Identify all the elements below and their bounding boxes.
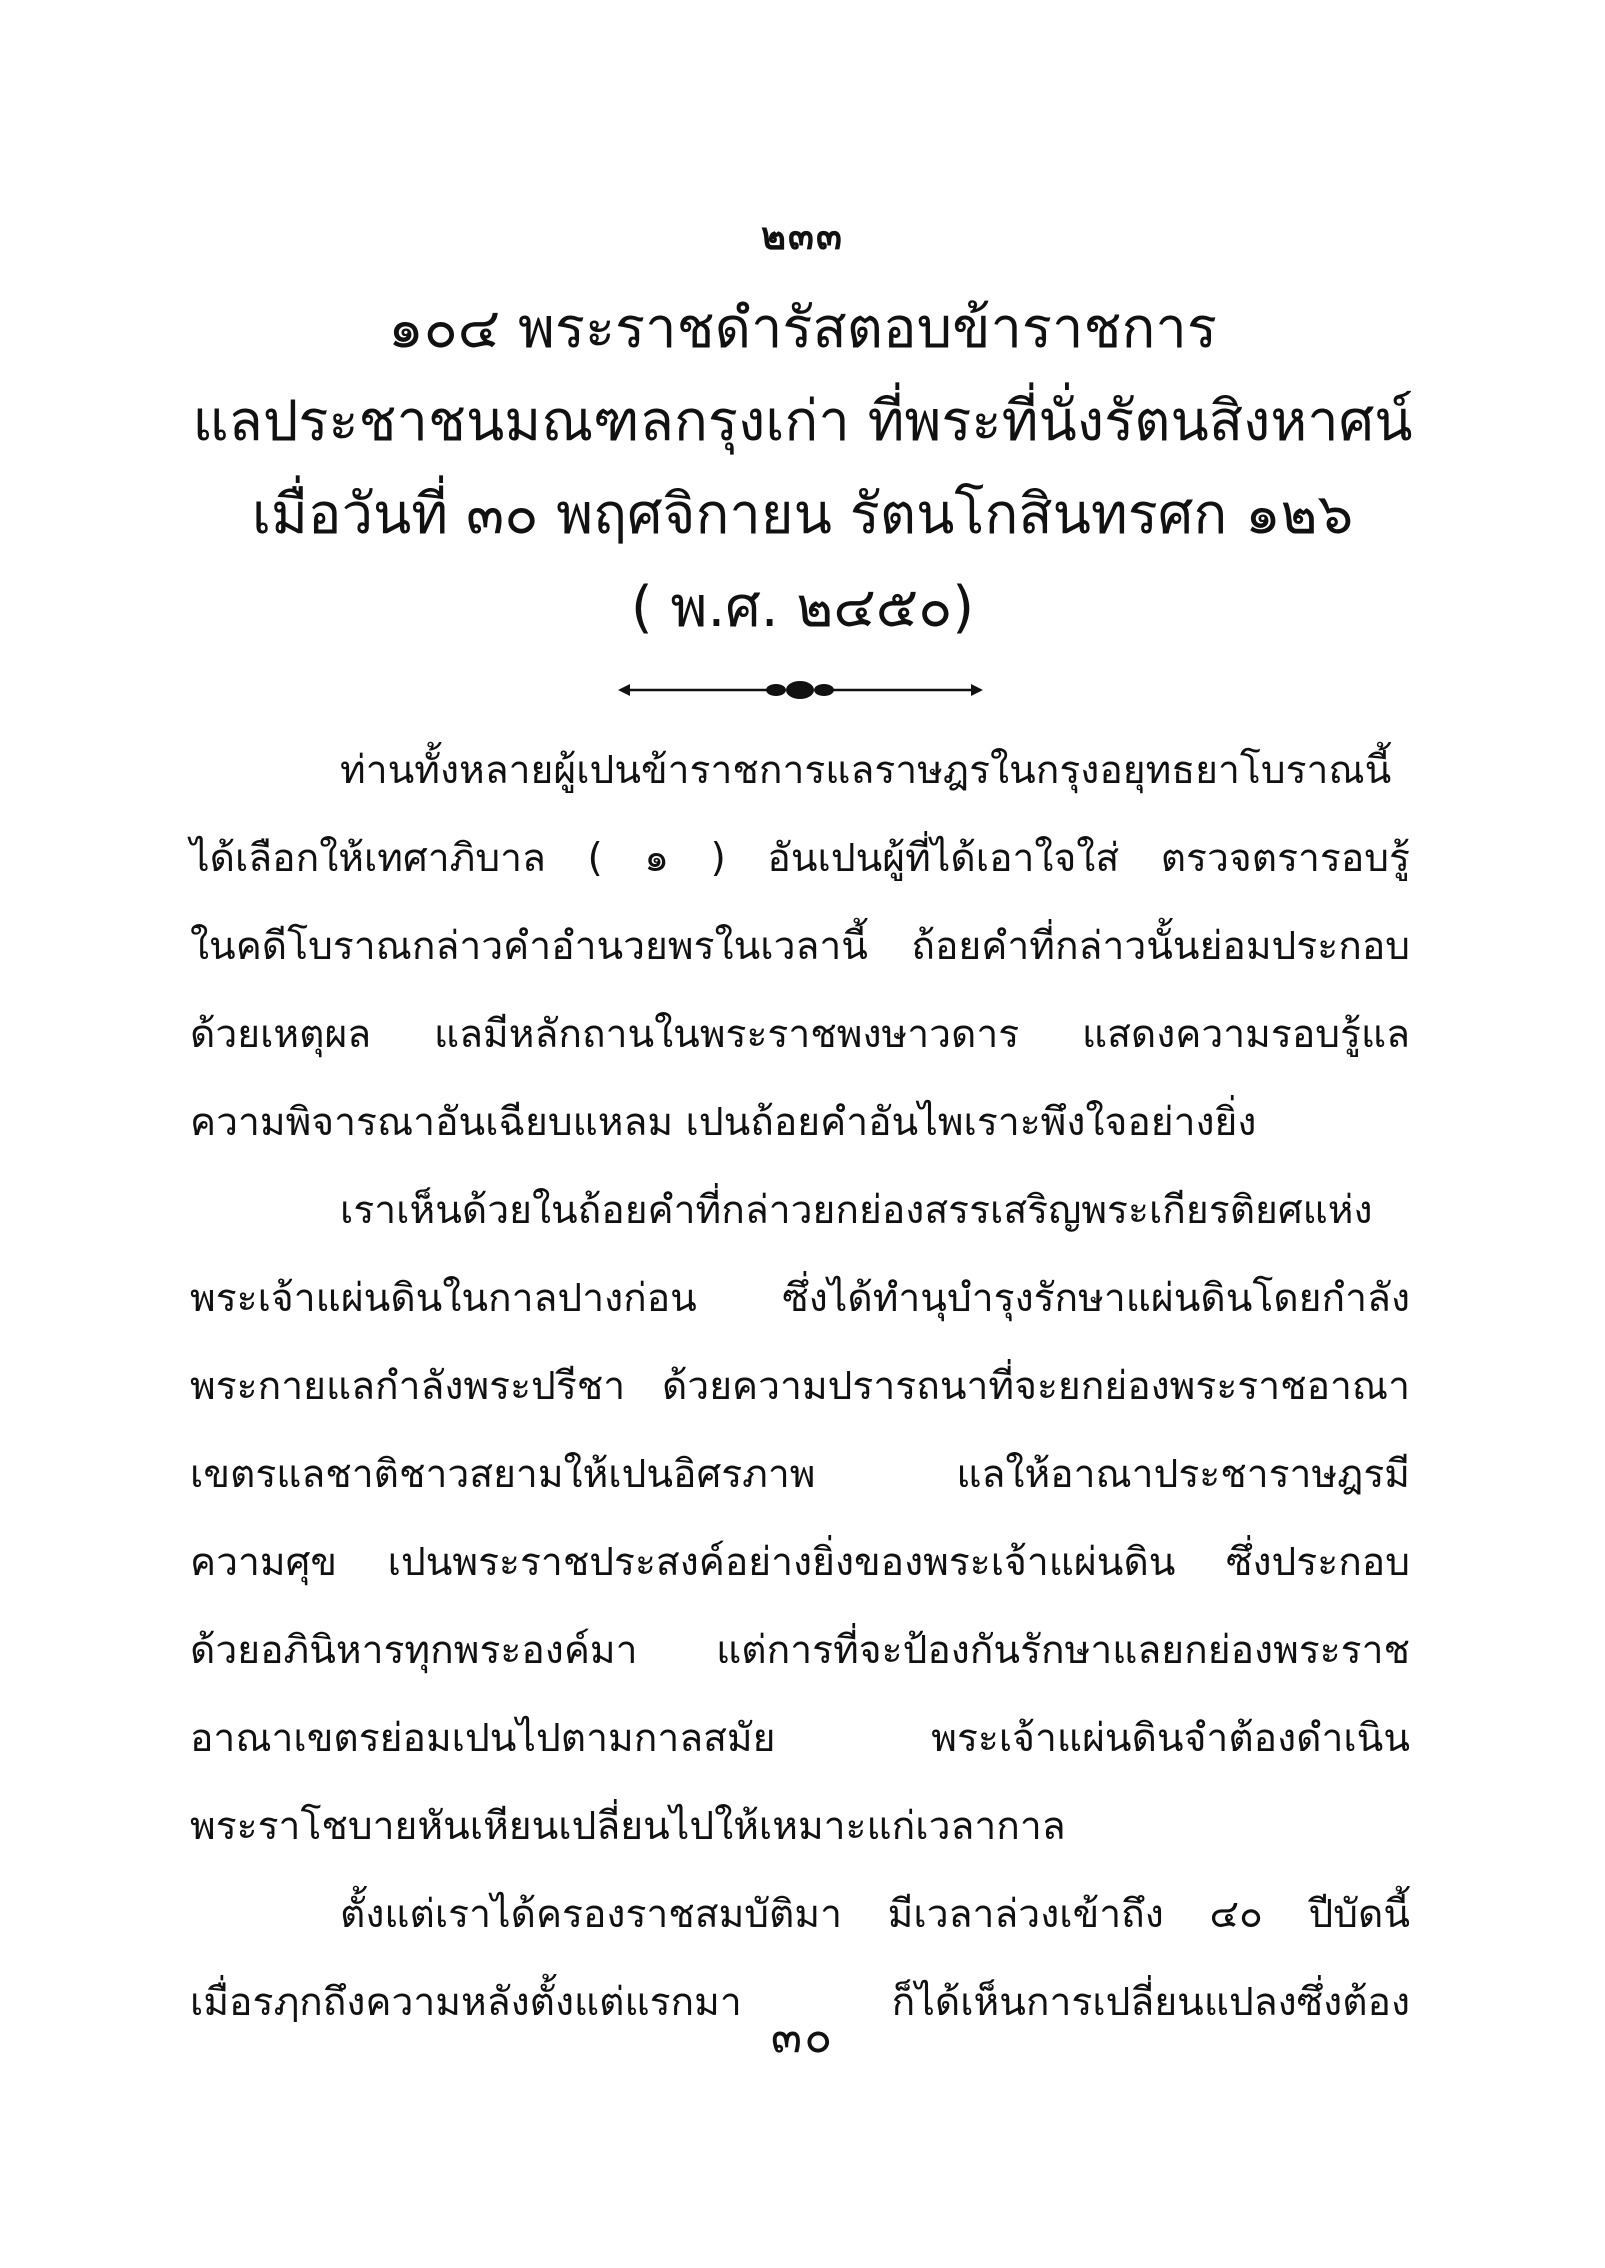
title-line: ( พ.ศ. ๒๔๕๐) xyxy=(630,575,975,640)
body-line: ได้เลือกให้เทศาภิบาล ( ๑ ) อันเปนผู้ที่ได้เอาใจใส่ ตรวจตรารอบรู้ xyxy=(190,836,1410,881)
document-title xyxy=(150,282,1455,654)
body-line: พระราโชบายหันเหียนเปลี่ยนไปให้เหมาะแก่เวลากาล xyxy=(190,1804,1066,1849)
body-line: ด้วยเหตุผล แลมีหลักถานในพระราชพงษาวดาร แสดงความรอบรู้แล xyxy=(190,1012,1410,1057)
body-line: ตั้งแต่เราได้ครองราชสมบัติมา มีเวลาล่วงเข้าถึง ๔๐ ปีบัดนี้ xyxy=(340,1892,1410,1937)
body-line: เราเห็นด้วยในถ้อยคำที่กล่าวยกย่องสรรเสริญพระเกียรติยศแห่ง xyxy=(340,1188,1373,1233)
body-line: ความพิจารณาอันเฉียบแหลม เปนถ้อยคำอันไพเราะพึงใจอย่างยิ่ง xyxy=(190,1100,1257,1145)
document-number: ๒๓๓ xyxy=(760,214,844,258)
title-line: แลประชาชนมณฑลกรุงเก่า ที่พระที่นั่งรัตนสิงหาศน์ xyxy=(192,389,1413,454)
body-line: ในคดีโบราณกล่าวคำอำนวยพรในเวลานี้ ถ้อยคำที่กล่าวนั้นย่อมประกอบ xyxy=(190,924,1410,969)
ornamental-divider xyxy=(618,675,983,705)
body-line: ด้วยอภินิหารทุกพระองค์มา แต่การที่จะป้องกันรักษาแลยกย่องพระราช xyxy=(190,1628,1410,1673)
body-line: ท่านทั้งหลายผู้เปนข้าราชการแลราษฎรในกรุงอยุทธยาโบราณนี้ xyxy=(340,748,1392,793)
body-line: อาณาเขตรย่อมเปนไปตามกาลสมัย พระเจ้าแผ่นดินจำต้องดำเนิน xyxy=(190,1716,1410,1761)
page-number: ๓๐ xyxy=(770,2009,835,2063)
title-line: เมื่อวันที่ ๓๐ พฤศจิกายน รัตนโกสินทรศก ๑๒๖ xyxy=(251,482,1354,547)
body-text xyxy=(190,727,1410,2047)
body-line: เมื่อรฦกถึงความหลังตั้งแต่แรกมา ก็ได้เห็นการเปลี่ยนแปลงซึ่งต้อง xyxy=(190,1980,1410,2025)
body-line: ความศุข เปนพระราชประสงค์อย่างยิ่งของพระเจ้าแผ่นดิน ซึ่งประกอบ xyxy=(190,1540,1410,1585)
title-line: ๑๐๔ พระราชดำรัสตอบข้าราชการ xyxy=(388,296,1217,361)
body-line: พระกายแลกำลังพระปรีชา ด้วยความปรารถนาที่จะยกย่องพระราชอาณา xyxy=(190,1364,1410,1409)
body-line: เขตรแลชาติชาวสยามให้เปนอิศรภาพ แลให้อาณาประชาราษฎรมี xyxy=(190,1452,1410,1497)
body-line: พระเจ้าแผ่นดินในกาลปางก่อน ซึ่งได้ทำนุบำรุงรักษาแผ่นดินโดยกำลัง xyxy=(190,1276,1410,1321)
